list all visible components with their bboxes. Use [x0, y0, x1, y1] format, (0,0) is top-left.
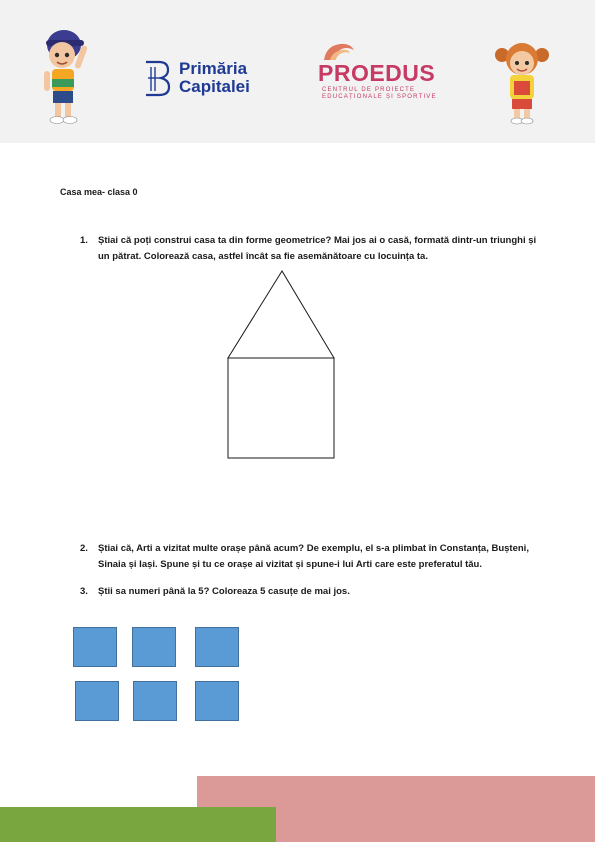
question-1-number: 1.	[80, 235, 88, 246]
proedus-flame-icon	[320, 40, 356, 62]
footer-green-band	[0, 807, 276, 842]
coloring-boxes	[70, 625, 250, 725]
page-header	[0, 0, 595, 143]
question-1-text: Știai că poți construi casa ta din forme geometrice? Mai jos ai o casă, formată dintr-un triunghi și un pătrat. Colorează casa, astfel încât sa fie asemănătoare cu locuința ta.	[98, 235, 537, 262]
house-body-square	[228, 358, 334, 458]
proedus-logo	[318, 40, 448, 100]
primaria-line-1: Primăria	[179, 59, 248, 78]
primaria-logo-icon	[143, 58, 171, 98]
proedus-wordmark: PROEDUS	[318, 60, 436, 86]
question-2-number: 2.	[80, 543, 88, 554]
worksheet-title: Casa mea- clasa 0	[60, 187, 138, 197]
proedus-subtitle-line-1: CENTRUL DE PROIECTE	[322, 87, 416, 93]
boy-mascot-icon	[38, 25, 98, 125]
coloring-box[interactable]	[132, 627, 176, 667]
house-roof-triangle	[228, 271, 334, 358]
coloring-box[interactable]	[75, 681, 119, 721]
girl-mascot-icon	[492, 37, 552, 127]
primaria-line-2: Capitalei	[179, 77, 250, 96]
question-3-number: 3.	[80, 586, 88, 597]
coloring-box[interactable]	[133, 681, 177, 721]
question-2-text: Știai că, Arti a vizitat multe orașe până acum? De exemplu, el s-a plimbat în Constanța, Bușteni, Sinaia și Iași. Spune și tu ce orașe ai vizitat și spune-i lui Arti care este preferatul tău.	[98, 543, 529, 570]
house-drawing	[226, 270, 338, 462]
question-3-text: Știi sa numeri până la 5? Coloreaza 5 casuțe de mai jos.	[98, 586, 350, 597]
coloring-box[interactable]	[195, 627, 239, 667]
proedus-subtitle	[322, 87, 437, 101]
coloring-box[interactable]	[73, 627, 117, 667]
proedus-subtitle-line-2: EDUCAȚIONALE ȘI SPORTIVE	[322, 94, 437, 100]
coloring-box[interactable]	[195, 681, 239, 721]
primaria-logo	[143, 58, 250, 98]
